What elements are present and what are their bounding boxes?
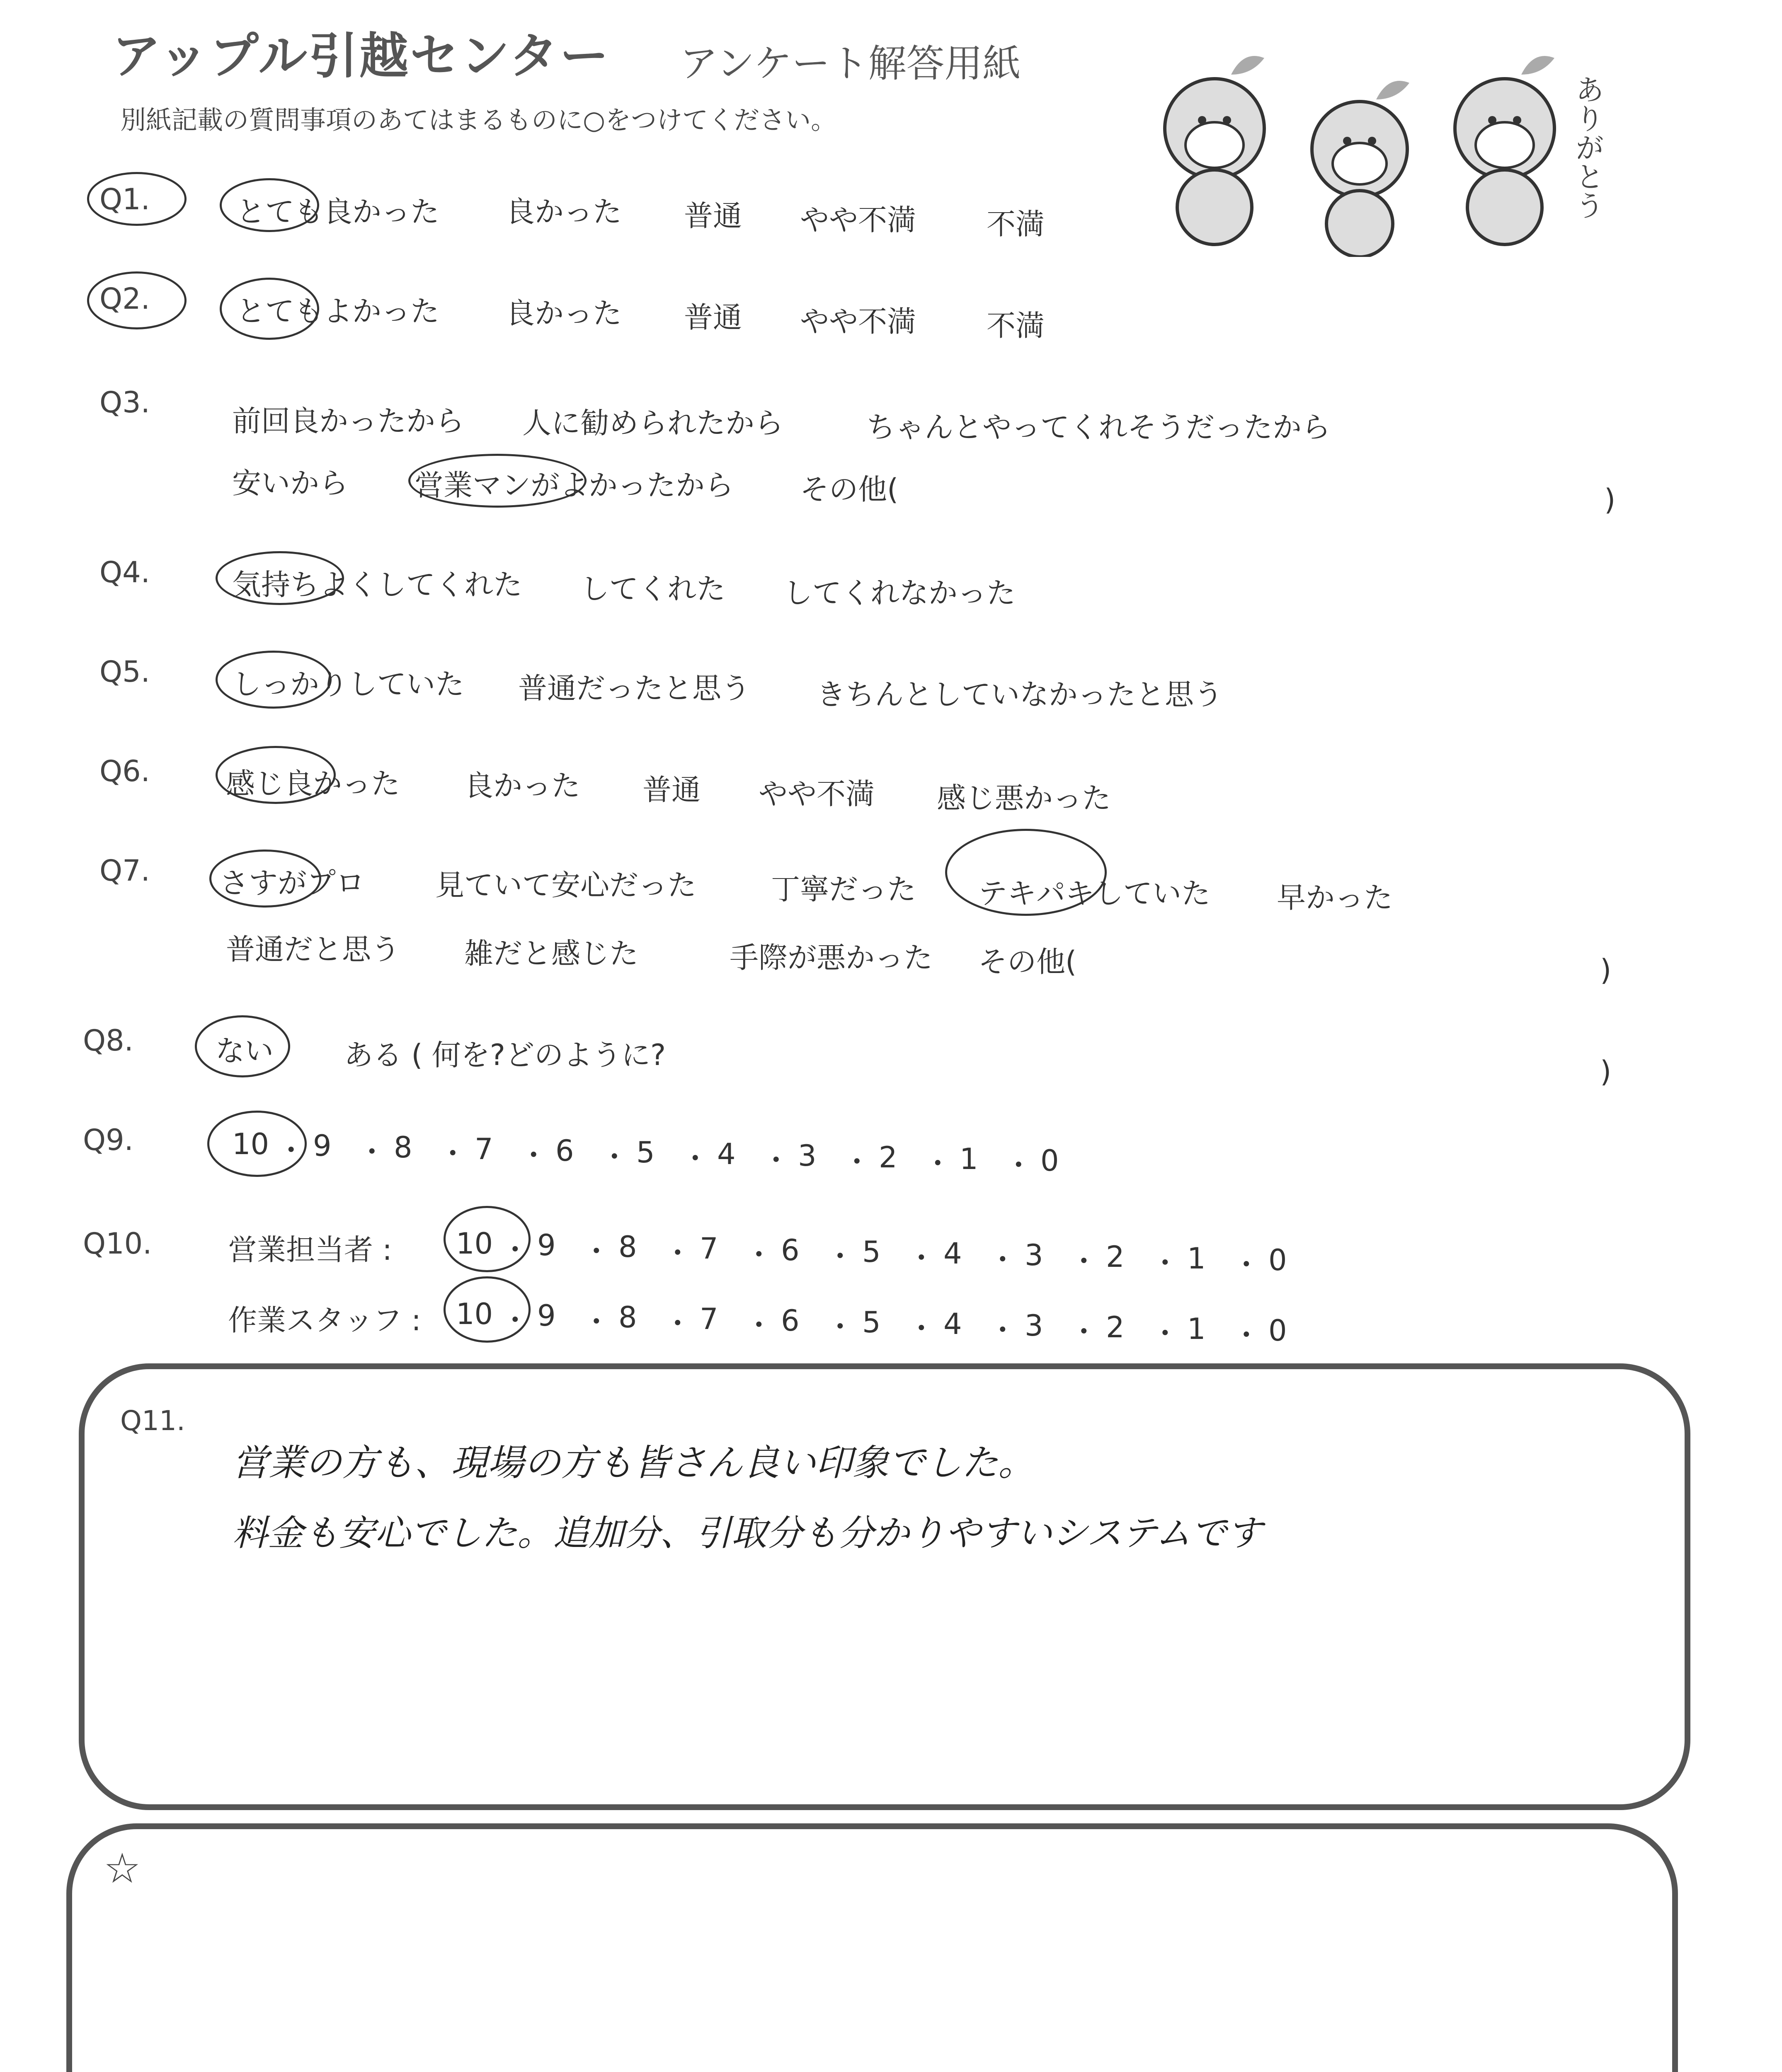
q6-label: Q6. <box>99 754 150 788</box>
q8-close-paren: ) <box>1600 1055 1612 1089</box>
q3-close-paren: ) <box>1604 483 1616 517</box>
q10-staff-separator-dot: ・ <box>663 1307 692 1341</box>
q7-close-paren: ) <box>1600 953 1612 987</box>
q10-staff-value-1[interactable]: 1 <box>1187 1312 1206 1346</box>
q9-separator-dot: ・ <box>438 1137 468 1171</box>
q1-option-1[interactable]: とても良かった <box>236 195 439 229</box>
q7-option-2[interactable]: 見ていて安心だった <box>435 868 696 902</box>
q2-option-3[interactable]: 普通 <box>684 300 742 334</box>
q3-option-1[interactable]: 前回良かったから <box>232 404 464 438</box>
q9-value-10[interactable]: 10 <box>232 1127 269 1161</box>
q9-separator-dot: ・ <box>761 1143 791 1177</box>
q1-option-4[interactable]: やや不満 <box>800 203 916 237</box>
form-subtitle: アンケート解答用紙 <box>680 41 1021 86</box>
q3-option-5[interactable]: 営業マンがよかったから <box>415 468 734 502</box>
q8-option-2[interactable]: ある ( 何を?どのように? <box>344 1038 666 1072</box>
q7-option-5[interactable]: 早かった <box>1277 881 1393 915</box>
q10-sales-value-2[interactable]: 2 <box>1106 1240 1125 1274</box>
q4-option-2[interactable]: してくれた <box>580 572 725 606</box>
q8-option-1[interactable]: ない <box>216 1034 274 1068</box>
q7-option-3[interactable]: 丁寧だった <box>771 872 916 906</box>
q7-option-1[interactable]: さすがプロ <box>220 866 365 900</box>
q10-sales-separator-dot: ・ <box>582 1234 611 1268</box>
mascot-caption: ありがとう <box>1571 75 1605 220</box>
q7-option-7[interactable]: 雑だと感じた <box>464 937 638 971</box>
q4-label: Q4. <box>99 555 150 589</box>
q5-option-2[interactable]: 普通だったと思う <box>518 671 750 705</box>
q7-option-6[interactable]: 普通だと思う <box>226 932 400 966</box>
q10-sales-value-7[interactable]: 7 <box>700 1232 718 1266</box>
q10-staff-separator-dot: ・ <box>825 1310 855 1344</box>
q9-value-0[interactable]: 0 <box>1040 1144 1059 1178</box>
q11-comment-box[interactable] <box>79 1363 1690 1810</box>
q6-option-1[interactable]: 感じ良かった <box>226 767 400 801</box>
q10-staff-value-3[interactable]: 3 <box>1025 1309 1043 1343</box>
q10-staff-value-6[interactable]: 6 <box>781 1304 800 1338</box>
q11-handwritten-line-2: 料金も安心でした。追加分、引取分も分かりやすいシステムです <box>232 1513 1263 1554</box>
q10-staff-value-10[interactable]: 10 <box>456 1297 493 1331</box>
q9-separator-dot: ・ <box>1004 1148 1033 1182</box>
q9-value-5[interactable]: 5 <box>636 1135 655 1169</box>
star-comment-box[interactable] <box>66 1823 1678 2072</box>
q7-option-4[interactable]: テキパキしていた <box>978 876 1210 910</box>
q10-sales-value-10[interactable]: 10 <box>456 1227 493 1261</box>
q9-value-4[interactable]: 4 <box>717 1137 736 1171</box>
q10-sales-value-8[interactable]: 8 <box>618 1230 637 1264</box>
q10-sales-separator-dot: ・ <box>500 1233 530 1267</box>
q9-value-7[interactable]: 7 <box>475 1132 493 1166</box>
q10-staff-value-7[interactable]: 7 <box>700 1302 718 1336</box>
q1-option-2[interactable]: 良かった <box>506 195 622 229</box>
q7-label: Q7. <box>99 854 150 888</box>
q5-label: Q5. <box>99 655 150 689</box>
q9-separator-dot: ・ <box>923 1147 953 1181</box>
q10-sales-label: 営業担当者 : <box>228 1233 392 1267</box>
q10-sales-separator-dot: ・ <box>744 1238 773 1272</box>
q2-option-5[interactable]: 不満 <box>987 309 1045 343</box>
form-instructions: 別紙記載の質問事項のあてはまるものに○をつけてください。 <box>120 105 837 135</box>
q11-label: Q11. <box>120 1405 185 1437</box>
q10-staff-label: 作業スタッフ : <box>228 1303 421 1337</box>
q10-staff-value-5[interactable]: 5 <box>862 1305 881 1339</box>
q10-staff-separator-dot: ・ <box>1232 1318 1261 1352</box>
q10-sales-separator-dot: ・ <box>1150 1246 1180 1280</box>
q1-option-5[interactable]: 不満 <box>987 207 1045 241</box>
q10-label: Q10. <box>83 1227 152 1261</box>
q9-separator-dot: ・ <box>842 1145 872 1179</box>
q2-option-4[interactable]: やや不満 <box>800 305 916 339</box>
q7-option-9[interactable]: その他( <box>978 945 1077 979</box>
q1-label-circle <box>87 172 187 226</box>
q10-staff-value-9[interactable]: 9 <box>537 1299 556 1333</box>
form-title: アップル引越センター <box>112 27 611 85</box>
q3-option-3[interactable]: ちゃんとやってくれそうだったから <box>866 410 1331 444</box>
q9-separator-dot: ・ <box>600 1140 629 1174</box>
q5-option-1[interactable]: しっかりしていた <box>232 667 464 701</box>
q10-staff-value-2[interactable]: 2 <box>1106 1310 1125 1344</box>
q8-label: Q8. <box>83 1024 133 1058</box>
q9-value-9[interactable]: 9 <box>313 1129 332 1163</box>
q6-option-5[interactable]: 感じ悪かった <box>937 781 1111 815</box>
q10-sales-value-9[interactable]: 9 <box>537 1228 556 1262</box>
q10-sales-separator-dot: ・ <box>663 1236 692 1270</box>
q2-label: Q2. <box>99 282 150 316</box>
q10-sales-value-1[interactable]: 1 <box>1187 1242 1206 1276</box>
q10-staff-value-4[interactable]: 4 <box>943 1307 962 1341</box>
q6-option-4[interactable]: やや不満 <box>759 777 875 811</box>
q2-label-circle <box>87 271 187 329</box>
q7-option-8[interactable]: 手際が悪かった <box>730 941 933 975</box>
q10-sales-separator-dot: ・ <box>907 1241 936 1275</box>
q5-option-3[interactable]: きちんとしていなかったと思う <box>817 678 1223 712</box>
q2-option-2[interactable]: 良かった <box>506 296 622 330</box>
q3-option-4[interactable]: 安いから <box>232 466 348 500</box>
q10-sales-separator-dot: ・ <box>825 1239 855 1273</box>
q10-sales-separator-dot: ・ <box>988 1243 1017 1277</box>
q10-sales-value-5[interactable]: 5 <box>862 1235 881 1269</box>
q10-staff-value-8[interactable]: 8 <box>618 1300 637 1334</box>
q9-separator-dot: ・ <box>276 1133 306 1167</box>
q6-option-3[interactable]: 普通 <box>642 773 701 807</box>
monkey-mascots-illustration <box>1127 25 1666 257</box>
q10-staff-separator-dot: ・ <box>1069 1315 1098 1349</box>
q10-staff-separator-dot: ・ <box>907 1312 936 1346</box>
q9-separator-dot: ・ <box>357 1135 387 1169</box>
q1-label: Q1. <box>99 182 150 216</box>
q9-separator-dot: ・ <box>681 1142 710 1176</box>
q10-staff-separator-dot: ・ <box>582 1305 611 1339</box>
star-label: ☆ <box>104 1844 141 1893</box>
q10-staff-separator-dot: ・ <box>1150 1317 1180 1351</box>
q1-option-3[interactable]: 普通 <box>684 199 742 233</box>
q11-handwritten-line-1: 営業の方も、現場の方も皆さん良い印象でした。 <box>232 1441 1035 1484</box>
q3-label: Q3. <box>99 385 150 419</box>
q2-option-1[interactable]: とてもよかった <box>236 294 439 328</box>
q9-value-3[interactable]: 3 <box>798 1139 817 1173</box>
q3-option-2[interactable]: 人に勧められたから <box>522 406 783 440</box>
q10-sales-value-3[interactable]: 3 <box>1025 1238 1043 1272</box>
q10-sales-value-4[interactable]: 4 <box>943 1237 962 1271</box>
q9-label: Q9. <box>83 1123 133 1157</box>
q9-value-2[interactable]: 2 <box>879 1140 897 1174</box>
q10-sales-separator-dot: ・ <box>1232 1248 1261 1282</box>
q6-option-2[interactable]: 良かった <box>464 769 580 803</box>
q10-staff-separator-dot: ・ <box>744 1308 773 1342</box>
q4-option-1[interactable]: 気持ちよくしてくれた <box>232 568 522 602</box>
q10-sales-separator-dot: ・ <box>1069 1244 1098 1278</box>
q10-staff-value-0[interactable]: 0 <box>1268 1314 1287 1348</box>
q9-value-1[interactable]: 1 <box>960 1142 978 1176</box>
q4-option-3[interactable]: してくれなかった <box>783 576 1016 610</box>
q3-option-6[interactable]: その他( <box>800 472 899 506</box>
q10-sales-value-6[interactable]: 6 <box>781 1233 800 1267</box>
q10-staff-separator-dot: ・ <box>500 1303 530 1337</box>
q9-value-6[interactable]: 6 <box>555 1134 574 1168</box>
q10-sales-value-0[interactable]: 0 <box>1268 1243 1287 1277</box>
q9-value-8[interactable]: 8 <box>394 1130 412 1164</box>
q9-separator-dot: ・ <box>519 1138 548 1172</box>
q10-staff-separator-dot: ・ <box>988 1313 1017 1347</box>
